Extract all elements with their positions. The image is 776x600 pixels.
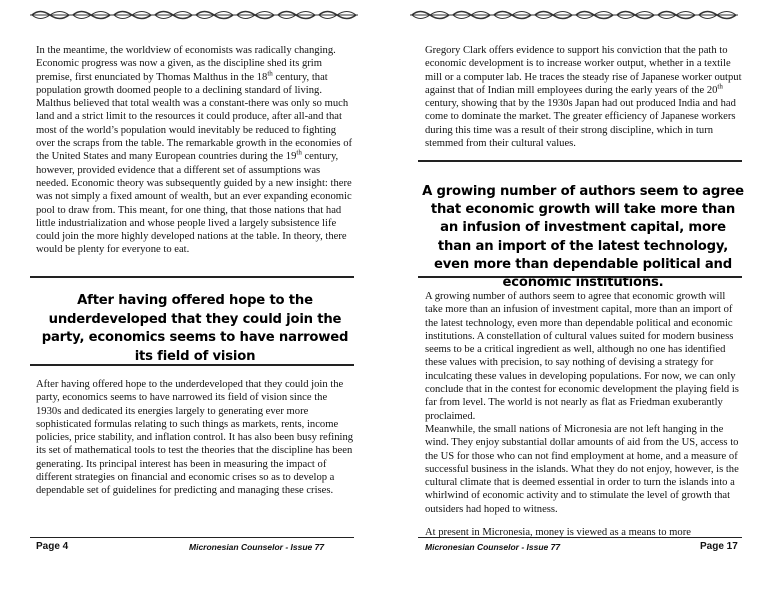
scroll-ornament-icon [194, 8, 235, 22]
right-issue-label: Micronesian Counselor - Issue 77 [425, 542, 561, 552]
right-para1-text-b: century, showing that by the 1930s Japan had out produced India and had come to dominate the market. The greater efficiency of Japanese workers during this time was a result of their strong discipline, which in turn stemmed from their cultural values. [425, 98, 736, 150]
left-footer-rule [30, 537, 354, 538]
right-paragraph-2 [425, 290, 743, 539]
top-ornament-border [30, 8, 358, 22]
left-para1-sup-b: th [296, 148, 302, 157]
right-para1-text-a: Gregory Clark offers evidence to support his conviction that the path to economic development is to increase worker output, whether in a textile mill or a computer lab. He traces the steady rise of Japanese worker output against that of Indian mill employees during the early years of the 20 [425, 45, 742, 96]
left-top-rule [30, 276, 354, 278]
left-issue-label: Micronesian Counselor - Issue 77 [189, 542, 325, 552]
scroll-ornament-icon [615, 8, 656, 22]
scroll-ornament-icon [656, 8, 697, 22]
right-bottom-rule [418, 276, 742, 278]
left-para1-text-b: century, that population growth doomed people to a declining standard of living. Malthus believed that total wealth was a constant-there was only so much land and a strict limit to the resources it could produce, after all-and that most of the world’s population would inevitably be reduced to fighting over the scraps from the table. The remarkable growth in the economies of the United States and many European countries during the 19 [36, 71, 353, 163]
right-footer-rule [418, 537, 742, 538]
right-page [388, 0, 776, 600]
right-paragraph-1 [425, 44, 743, 150]
left-pull-quote: After having offered hope to the underdeveloped that they could join the party, economics seems to have narrowed its field of vision [41, 293, 349, 364]
scroll-ornament-icon [574, 8, 615, 22]
left-bottom-rule [30, 364, 354, 366]
scroll-ornament-icon [276, 8, 317, 22]
left-para2-text: After having offered hope to the underdeveloped that they could join the party, economics seems to have narrowed its field of vision since the 1930s and dedicated its energies largely to generating ever more sophisticated formulas relating to such things as markets, rents, income policies, price stability, and inflation control. It has also been busy refining its set of mathematical tools to test the theories that the discipline has been generating. Its principal interest has been in measuring the impact of different strategies on financial and economic crises so as to develop a dependable set of guidelines for predicting and managing these crises. [36, 379, 354, 497]
left-paragraph-1 [36, 44, 354, 257]
right-para4-text: At present in Micronesia, money is viewed as a means to more [425, 527, 691, 539]
left-para1-text-a: In the meantime, the worldview of economists was radically changing. Economic progress was now a given, as the discipline shed its grim premise, first enunciated by Thomas Malthus in the 18 [36, 45, 336, 83]
right-para1-sup: th [717, 82, 723, 91]
left-para1-sup-a: th [267, 69, 273, 78]
scroll-ornament-icon [697, 8, 738, 22]
scroll-ornament-icon [112, 8, 153, 22]
scroll-ornament-icon [71, 8, 112, 22]
scroll-ornament-icon [451, 8, 492, 22]
scroll-ornament-icon [492, 8, 533, 22]
left-paragraph-2 [36, 378, 354, 498]
right-page-number: Page 17 [700, 541, 738, 552]
right-pull-quote: A growing number of authors seem to agree that economic growth will take more than an infusion of investment capital, more than an import of the latest technology, even more than dependable political and economic institutions. [422, 184, 744, 291]
right-top-rule [418, 160, 742, 162]
right-para3-text: Meanwhile, the small nations of Micronesia are not left hanging in the wind. They enjoy substantial dollar amounts of aid from the US, access to the US for those who can not find employment at home, and a measure of successful business in the islands. What they do not enjoy, however, is the cultural climate that is deemed essential in order to turn the islands into a whirlwind of economic activity and to stimulate the level of growth that outsiders had hoped to witness. [425, 423, 739, 515]
scroll-ornament-icon [317, 8, 358, 22]
right-para2-text: A growing number of authors seem to agree that economic growth will take more than an infusion of investment capital, more than an import of the latest technology, even more than dependable political and economic institutions. A constellation of cultural values suited for modern business seems to be a critical ingredient as well, although no one has identified these values with precision, to say nothing of devising a strategy for inculcating these values in developing populations. For now, we can only conclude that in the contest for economic development the playing field is far from level. The world is not nearly as flat as Friedman exuberantly proclaimed. [425, 291, 739, 422]
top-ornament-border [410, 8, 738, 22]
left-para1-text-c: century, however, provided evidence that a different set of assumptions was needed. Economic theory was subsequently guided by a new insight: there was not simply a fixed amount of wealth, but an ever expanding economic pool to draw from. This meant, for one thing, that those nations that had little industrialization and whose people lived a largely subsistence life could join the more highly developed nations at the table. In theory, there would be plenty for everyone to eat. [36, 151, 352, 256]
scroll-ornament-icon [235, 8, 276, 22]
scroll-ornament-icon [153, 8, 194, 22]
scroll-ornament-icon [30, 8, 71, 22]
left-page-number: Page 4 [36, 541, 69, 552]
scroll-ornament-icon [533, 8, 574, 22]
scroll-ornament-icon [410, 8, 451, 22]
